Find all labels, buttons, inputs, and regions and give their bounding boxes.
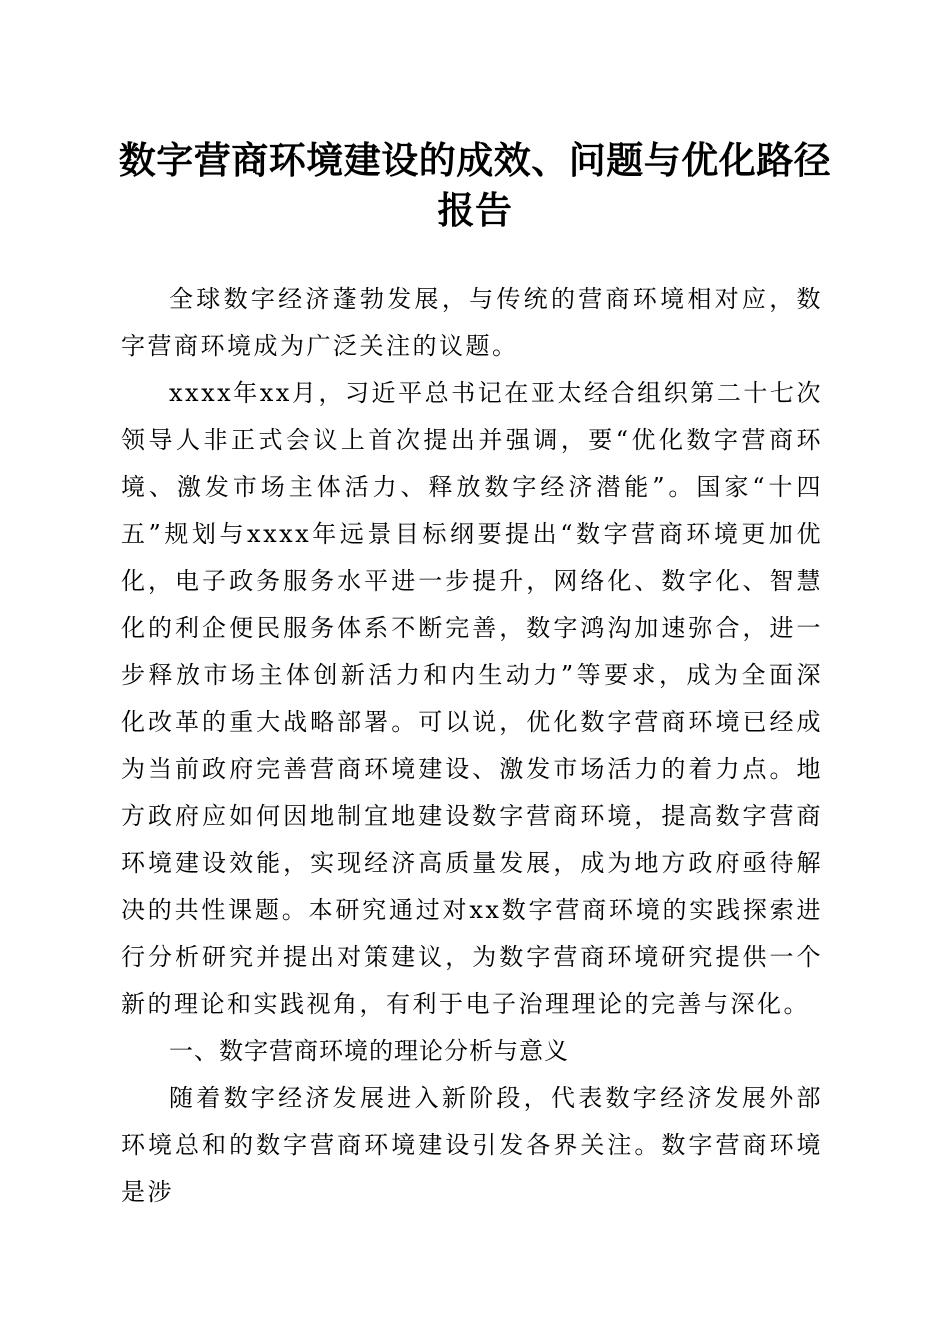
paragraph-background: xxxx年xx月，习近平总书记在亚太经合组织第二十七次领导人非正式会议上首次提出并强调，要“优化数字营商环境、激发市场主体活力、释放数字经济潜能”。国家“十四五”规划与xxxx年远景目标纲要提出“数字营商环境更加优化，电子政务服务水平进一步提升，网络化、数字化、智慧化的利企便民服务体系不断完善，数字鸿沟加速弥合，进一步释放市场主体创新活力和内生动力”等要求，成为全面深化改革的重大战略部署。可以说，优化数字营商环境已经成为当前政府完善营商环境建设、激发市场活力的着力点。地方政府应如何因地制宜地建设数字营商环境，提高数字营商环境建设效能，实现经济高质量发展，成为地方政府亟待解决的共性课题。本研究通过对xx数字营商环境的实践探索进行分析研究并提出对策建议，为数字营商环境研究提供一个新的理论和实践视角，有利于电子治理理论的完善与深化。 <box>121 379 823 1018</box>
paragraph-intro: 全球数字经济蓬勃发展，与传统的营商环境相对应，数字营商环境成为广泛关注的议题。 <box>121 285 823 360</box>
document-title: 数字营商环境建设的成效、问题与优化路径报告 <box>118 138 832 232</box>
document-body <box>121 276 823 1216</box>
paragraph-section-one: 随着数字经济发展进入新阶段，代表数字经济发展外部环境总和的数字营商环境建设引发各界关注。数字营商环境是涉 <box>121 1084 823 1206</box>
section-heading: 一、数字营商环境的理论分析与意义 <box>169 1037 569 1065</box>
